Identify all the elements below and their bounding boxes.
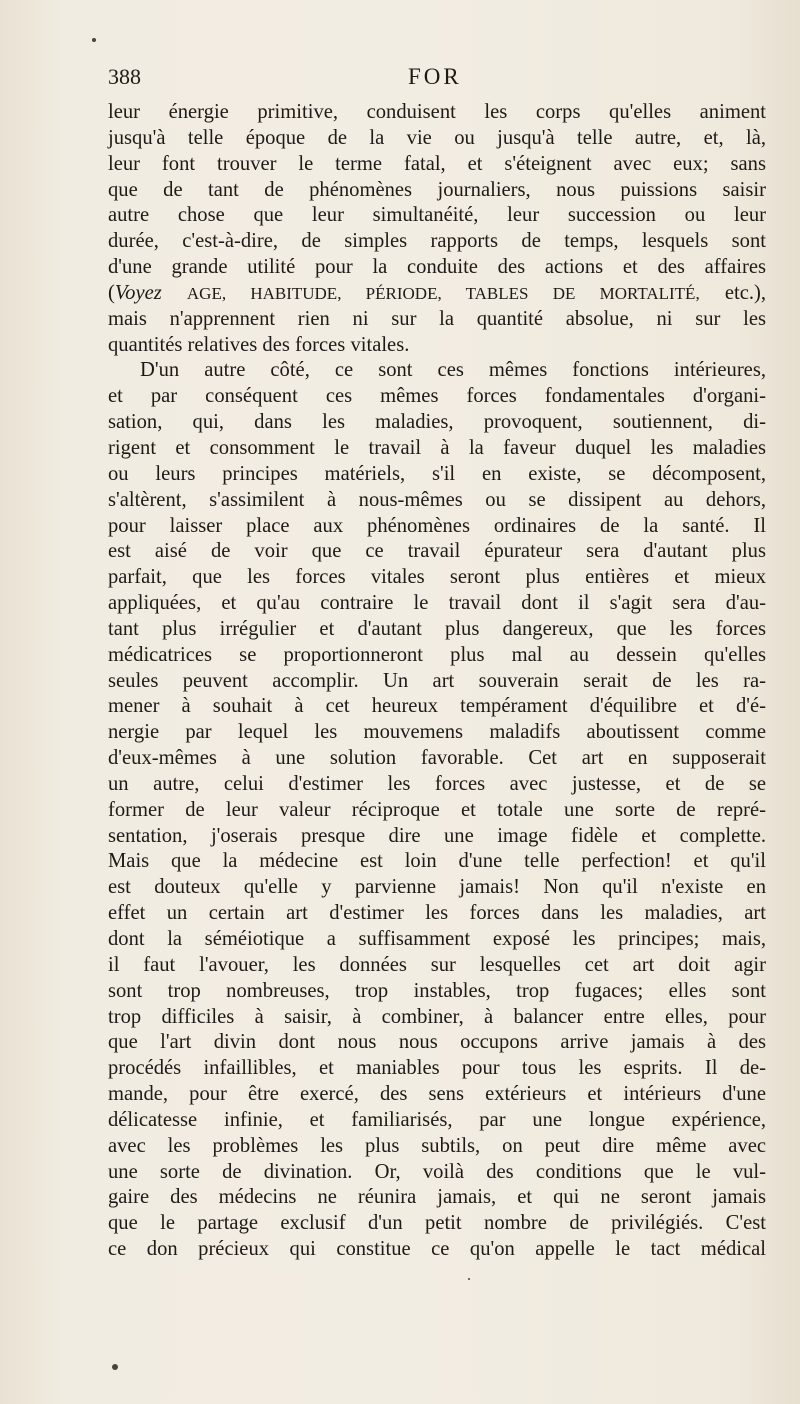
page-header xyxy=(108,62,768,92)
text-line: d'eux-mêmes à une solution favorable. Cet art en supposerait xyxy=(108,747,766,770)
paper-speck xyxy=(92,38,96,42)
text-line: que le partage exclusif d'un petit nombre de privilégiés. C'est xyxy=(108,1212,766,1235)
text-line: pour laisser place aux phénomènes ordinaires de la santé. Il xyxy=(108,514,766,537)
text-line: (Voyez AGE, HABITUDE, PÉRIODE, TABLES DE MORTALITÉ, etc.), xyxy=(108,281,766,304)
text-line: il faut l'avouer, les données sur lesquelles cet art doit agir xyxy=(108,953,766,976)
text-line: procédés infaillibles, et maniables pour tous les esprits. Il de- xyxy=(108,1057,766,1080)
text-line: nergie par lequel les mouvemens maladifs aboutissent comme xyxy=(108,721,766,744)
text-line: leur énergie primitive, conduisent les corps qu'elles animent xyxy=(108,101,766,123)
text-line: délicatesse infinie, et familiarisés, par une longue expérience, xyxy=(108,1108,766,1131)
text-line: d'une grande utilité pour la conduite des actions et des affaires xyxy=(108,256,766,279)
text-line: quantités relatives des forces vitales. xyxy=(108,333,410,356)
text-line: est aisé de voir que ce travail épurateur sera d'autant plus xyxy=(108,540,766,563)
text-line: trop difficiles à saisir, à combiner, à balancer entre elles, pour xyxy=(108,1005,766,1028)
text-line: former de leur valeur réciproque et totale une sorte de repré- xyxy=(108,798,766,821)
text-line: avec les problèmes les plus subtils, on peut dire même avec xyxy=(108,1134,766,1157)
text-line: ou leurs principes matériels, s'il en existe, se décomposent, xyxy=(108,462,766,485)
text-line: sation, qui, dans les maladies, provoquent, soutiennent, di- xyxy=(108,411,766,434)
paper-speck xyxy=(468,1278,470,1280)
text-line: mande, pour être exercé, des sens extérieurs et intérieurs d'une xyxy=(108,1083,766,1106)
text-line: leur font trouver le terme fatal, et s'éteignent avec eux; sans xyxy=(108,152,766,175)
text-line: effet un certain art d'estimer les forces dans les maladies, art xyxy=(108,902,766,925)
text-line: est douteux qu'elle y parvienne jamais! Non qu'il n'existe en xyxy=(108,876,766,899)
text-line: autre chose que leur simultanéité, leur succession ou leur xyxy=(108,204,766,227)
text-line: médicatrices se proportionneront plus mal au dessein qu'elles xyxy=(108,643,766,666)
text-line: dont la séméiotique a suffisamment exposé les principes; mais, xyxy=(108,928,766,950)
text-line: appliquées, et qu'au contraire le travail dont il s'agit sera d'au- xyxy=(108,592,766,615)
running-head: FOR xyxy=(408,64,462,89)
text-line: sentation, j'oserais presque dire une image fidèle et complette. xyxy=(108,824,766,847)
text-line: s'altèrent, s'assimilent à nous-mêmes ou se dissipent au dehors, xyxy=(108,488,766,511)
text-line: que de tant de phénomènes journaliers, nous puissions saisir xyxy=(108,178,766,201)
text-line: D'un autre côté, ce sont ces mêmes fonctions intérieures, xyxy=(140,359,766,382)
text-line: ce don précieux qui constitue ce qu'on appelle le tact médical xyxy=(108,1238,766,1261)
text-line: sont trop nombreuses, trop instables, trop fugaces; elles sont xyxy=(108,979,766,1002)
text-line: mener à souhait à cet heureux tempérament d'équilibre et d'é- xyxy=(108,695,766,718)
text-line: gaire des médecins ne réunira jamais, et qui ne seront jamais xyxy=(108,1186,766,1209)
text-line: mais n'apprennent rien ni sur la quantité absolue, ni sur les xyxy=(108,307,766,330)
body-text xyxy=(108,100,766,1263)
text-line: seules peuvent accomplir. Un art souverain serait de les ra- xyxy=(108,669,766,692)
text-line: tant plus irrégulier et d'autant plus dangereux, que les forces xyxy=(108,617,766,640)
text-line: un autre, celui d'estimer les forces avec justesse, et de se xyxy=(108,772,766,795)
text-line: durée, c'est-à-dire, de simples rapports de temps, lesquels sont xyxy=(108,230,766,253)
text-line: jusqu'à telle époque de la vie ou jusqu'à telle autre, et, là, xyxy=(108,126,766,149)
text-line: que l'art divin dont nous nous occupons arrive jamais à des xyxy=(108,1031,766,1054)
text-line: parfait, que les forces vitales seront plus entières et mieux xyxy=(108,566,766,589)
text-line: une sorte de divination. Or, voilà des conditions que le vul- xyxy=(108,1160,766,1183)
text-line: Mais que la médecine est loin d'une telle perfection! et qu'il xyxy=(108,850,766,873)
text-line: rigent et consomment le travail à la faveur duquel les maladies xyxy=(108,436,766,459)
text-line: et par conséquent ces mêmes forces fondamentales d'organi- xyxy=(108,385,766,408)
page-number: 388 xyxy=(108,64,141,89)
paper-speck xyxy=(112,1364,118,1370)
